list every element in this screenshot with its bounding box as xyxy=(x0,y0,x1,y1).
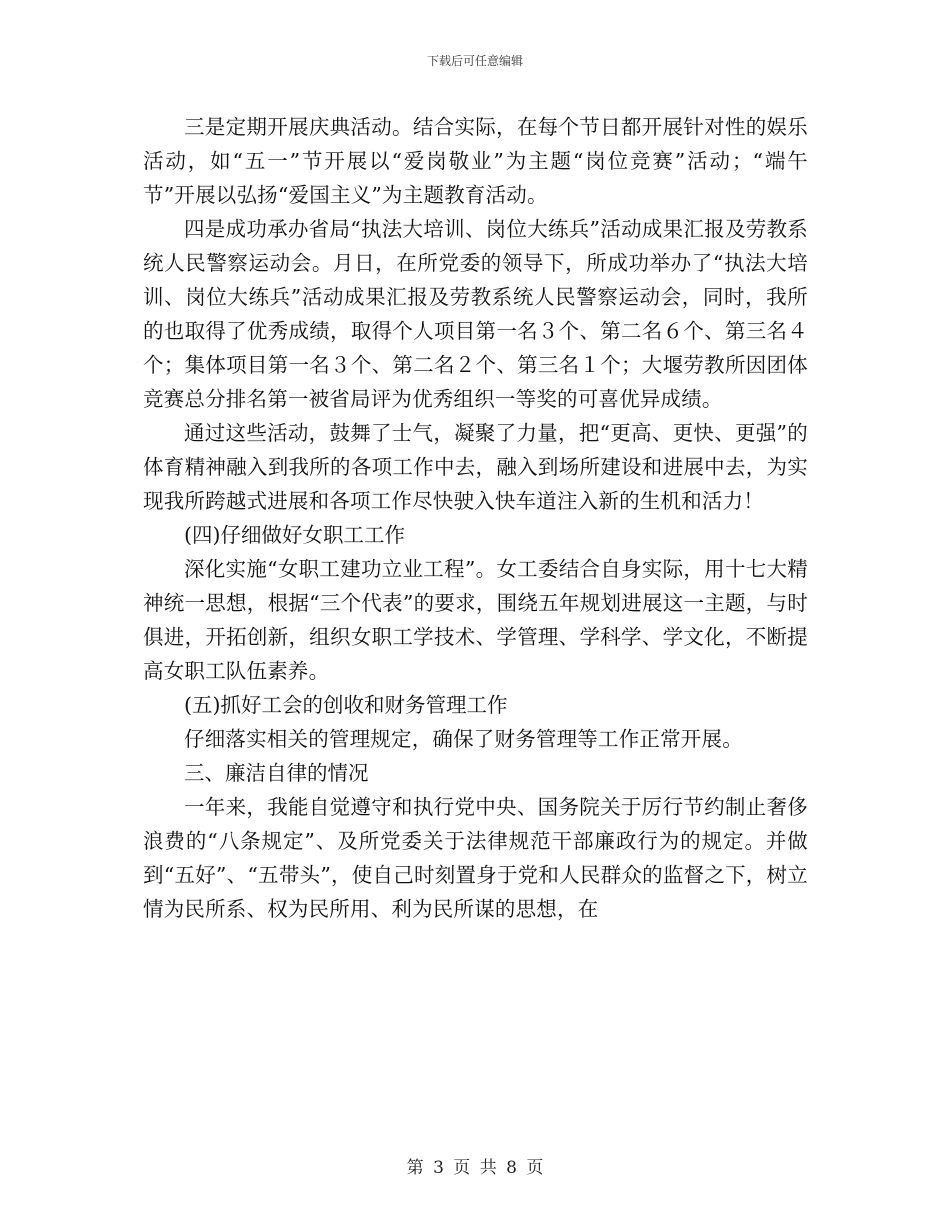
paragraph-integrity: 一年来，我能自觉遵守和执行党中央、国务院关于厉行节约制止奢侈浪费的“八条规定”、及所党委关于法律规范干部廉政行为的规定。并做到“五好”、“五带头”，使自己时刻置身于党和人民群众的监督之下，树立情为民所系、权为民所用、利为民所谋的思想，在 xyxy=(143,795,808,921)
section-heading-female-staff: (四)仔细做好女职工工作 xyxy=(184,523,405,547)
document-body xyxy=(143,110,808,926)
paragraph-celebration-activities: 三是定期开展庆典活动。结合实际，在每个节日都开展针对性的娱乐活动，如“五一”节开展以“爱岗敬业”为主题“岗位竞赛”活动；“端午节”开展以弘扬“爱国主义”为主题教育活动。 xyxy=(143,115,808,207)
paragraph-female-staff: 深化实施“女职工建功立业工程”。女工委结合自身实际，用十七大精神统一思想，根据“三个代表”的要求，围绕五年规划进展这一主题，与时俱进，开拓创新，组织女职工学技术、学管理、学科学、学文化，不断提高女职工队伍素养。 xyxy=(143,557,808,683)
paragraph-finance: 仔细落实相关的管理规定，确保了财务管理等工作正常开展。 xyxy=(184,727,743,751)
paragraph-activity-results: 通过这些活动，鼓舞了士气，凝聚了力量，把“更高、更快、更强”的体育精神融入到我所的各项工作中去，融入到场所建设和进展中去，为实现我所跨越式进展和各项工作尽快驶入快车道注入新的生机和活力！ xyxy=(143,421,808,513)
page-number-footer: 第 3 页 共 8 页 xyxy=(406,1158,544,1178)
section-heading-finance: (五)抓好工会的创收和财务管理工作 xyxy=(184,693,508,717)
paragraph-sports-meeting: 四是成功承办省局“执法大培训、岗位大练兵”活动成果汇报及劳教系统人民警察运动会。月日，在所党委的领导下，所成功举办了“执法大培训、岗位大练兵”活动成果汇报及劳教系统人民警察运动会，同时，我所的也取得了优秀成绩，取得个人项目第一名３个、第二名６个、第三名４个；集体项目第一名３个、第二名２个、第三名１个；大堰劳教所因团体竞赛总分排名第一被省局评为优秀组织一等奖的可喜优异成绩。 xyxy=(143,217,808,411)
page-header-note: 下载后可任意编辑 xyxy=(426,54,523,68)
section-heading-integrity: 三、廉洁自律的情况 xyxy=(184,761,369,785)
